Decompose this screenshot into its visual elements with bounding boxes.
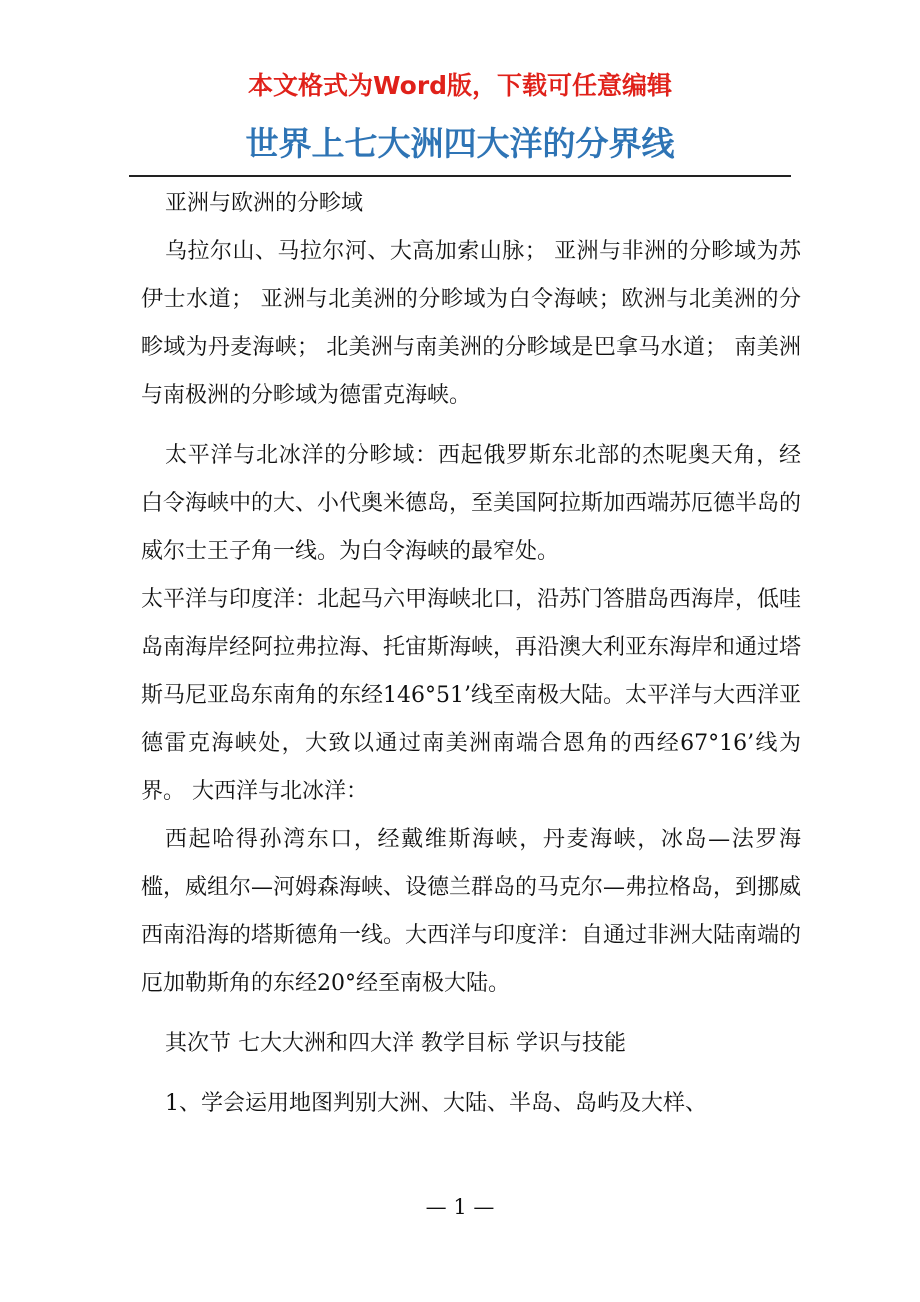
paragraph-section-heading: 其次节 七大大洲和四大洋 教学目标 学识与技能	[165, 1031, 626, 1056]
document-title: 世界上七大洲四大洋的分界线	[245, 124, 675, 163]
paragraph-pacific-arctic: 太平洋与北冰洋的分畛域：西起俄罗斯东北部的杰呢奥天角，经白令海峡中的大、小代奥米德岛，至美国阿拉斯加西端苏厄德半岛的威尔士王子角一线。为白令海峡的最窄处。	[141, 443, 802, 564]
document-body	[141, 180, 801, 1128]
format-notice: 本文格式为Word版，下载可任意编辑	[247, 71, 673, 100]
paragraph-continent-boundaries: 乌拉尔山、马拉尔河、大高加索山脉； 亚洲与非洲的分畛域为苏伊士水道； 亚洲与北美洲的分畛域为白令海峡；欧洲与北美洲的分畛域为丹麦海峡； 北美洲与南美洲的分畛域是巴拿马水道； 南美洲与南极洲的分畛域为德雷克海峡。	[141, 239, 801, 408]
title-underline-divider	[129, 175, 791, 177]
paragraph-pacific-indian: 太平洋与印度洋：北起马六甲海峡北口，沿苏门答腊岛西海岸，低哇岛南海岸经阿拉弗拉海、托宙斯海峡，再沿澳大利亚东海岸和通过塔斯马尼亚岛东南角的东经146°51’线至南极大陆。太平洋与大西洋亚德雷克海峡处，大致以通过南美洲南端合恩角的西经67°16’线为界。 大西洋与北冰洋：	[141, 587, 802, 804]
paragraph-atlantic-boundaries: 西起哈得孙湾东口，经戴维斯海峡，丹麦海峡，冰岛—法罗海槛，威组尔—河姆森海峡、设德兰群岛的马克尔—弗拉格岛，到挪威西南沿海的塔斯德角一线。大西洋与印度洋：自通过非洲大陆南端的厄加勒斯角的东经20°经至南极大陆。	[141, 827, 802, 996]
paragraph-asia-europe-heading: 亚洲与欧洲的分畛域	[165, 191, 364, 216]
page-number: — 1 —	[425, 1195, 495, 1219]
paragraph-learning-goal: 1、学会运用地图判别大洲、大陆、半岛、岛屿及大样、	[165, 1091, 707, 1116]
